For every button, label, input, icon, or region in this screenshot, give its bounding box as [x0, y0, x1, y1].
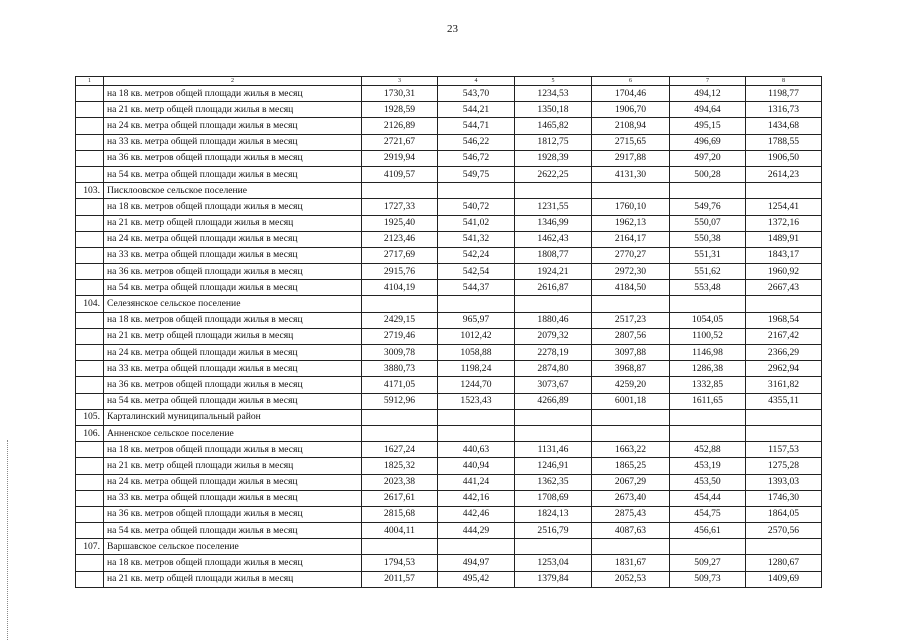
value-cell: 2919,94: [362, 150, 438, 166]
value-cell: 2517,23: [592, 312, 670, 328]
row-description: на 18 кв. метров общей площади жилья в месяц: [104, 312, 362, 328]
row-index: [76, 280, 104, 296]
value-cell: 496,69: [670, 134, 746, 150]
value-cell: 1611,65: [670, 393, 746, 409]
row-index: [76, 571, 104, 587]
value-cell: 1131,46: [515, 442, 592, 458]
table-row: [76, 264, 822, 280]
value-cell: 2366,29: [746, 345, 822, 361]
value-cell: 1960,92: [746, 264, 822, 280]
value-cell: 456,61: [670, 523, 746, 539]
value-cell: 497,20: [670, 150, 746, 166]
table-row: [76, 134, 822, 150]
value-cell: 4171,05: [362, 377, 438, 393]
value-cell: 550,07: [670, 215, 746, 231]
value-cell: 4184,50: [592, 280, 670, 296]
value-cell: 1280,67: [746, 555, 822, 571]
value-cell: [746, 183, 822, 199]
value-cell: 454,75: [670, 506, 746, 522]
table-row: [76, 345, 822, 361]
row-index: [76, 442, 104, 458]
value-cell: 1928,39: [515, 150, 592, 166]
column-number: 2: [104, 77, 362, 86]
value-cell: 2052,53: [592, 571, 670, 587]
value-cell: 1157,53: [746, 442, 822, 458]
row-index: [76, 523, 104, 539]
table-row: [76, 102, 822, 118]
value-cell: [592, 425, 670, 441]
table-row: [76, 442, 822, 458]
value-cell: 965,97: [438, 312, 515, 328]
value-cell: 2164,17: [592, 231, 670, 247]
section-title: Карталинский муниципальный район: [104, 409, 362, 425]
page-number: 23: [447, 23, 458, 35]
value-cell: [362, 425, 438, 441]
value-cell: 452,88: [670, 442, 746, 458]
value-cell: [746, 409, 822, 425]
table-row: [76, 377, 822, 393]
row-index: [76, 312, 104, 328]
table-row: [76, 280, 822, 296]
value-cell: [746, 296, 822, 312]
value-cell: 453,50: [670, 474, 746, 490]
row-index: [76, 506, 104, 522]
value-cell: 4259,20: [592, 377, 670, 393]
value-cell: 1730,31: [362, 86, 438, 102]
row-description: на 54 кв. метра общей площади жилья в месяц: [104, 523, 362, 539]
row-index: [76, 555, 104, 571]
value-cell: 2278,19: [515, 345, 592, 361]
row-description: на 36 кв. метров общей площади жилья в месяц: [104, 377, 362, 393]
row-description: на 18 кв. метров общей площади жилья в месяц: [104, 199, 362, 215]
column-number: 4: [438, 77, 515, 86]
value-cell: 1824,13: [515, 506, 592, 522]
value-cell: 4266,89: [515, 393, 592, 409]
value-cell: 2616,87: [515, 280, 592, 296]
section-row: [76, 425, 822, 441]
value-cell: 540,72: [438, 199, 515, 215]
value-cell: 495,15: [670, 118, 746, 134]
row-description: на 33 кв. метра общей площади жилья в месяц: [104, 134, 362, 150]
value-cell: [362, 296, 438, 312]
row-description: на 36 кв. метров общей площади жилья в месяц: [104, 150, 362, 166]
value-cell: 442,46: [438, 506, 515, 522]
table-row: [76, 523, 822, 539]
value-cell: 1865,25: [592, 458, 670, 474]
value-cell: [746, 539, 822, 555]
value-cell: 2673,40: [592, 490, 670, 506]
value-cell: 1843,17: [746, 247, 822, 263]
row-index: [76, 247, 104, 263]
row-index: [76, 474, 104, 490]
value-cell: 453,19: [670, 458, 746, 474]
section-title: Варшавское сельское поселение: [104, 539, 362, 555]
value-cell: 2667,43: [746, 280, 822, 296]
row-description: на 18 кв. метров общей площади жилья в месяц: [104, 442, 362, 458]
value-cell: 1928,59: [362, 102, 438, 118]
section-row: [76, 409, 822, 425]
value-cell: 1146,98: [670, 345, 746, 361]
row-index: [76, 490, 104, 506]
section-title: Анненское сельское поселение: [104, 425, 362, 441]
value-cell: 1924,21: [515, 264, 592, 280]
row-index: [76, 458, 104, 474]
value-cell: 2429,15: [362, 312, 438, 328]
table-row: [76, 312, 822, 328]
value-cell: 1812,75: [515, 134, 592, 150]
margin-rule: [7, 440, 8, 640]
value-cell: 542,24: [438, 247, 515, 263]
table-row: [76, 458, 822, 474]
value-cell: 500,28: [670, 166, 746, 182]
value-cell: [438, 183, 515, 199]
value-cell: 2614,23: [746, 166, 822, 182]
value-cell: [746, 425, 822, 441]
value-cell: 4104,19: [362, 280, 438, 296]
value-cell: 2770,27: [592, 247, 670, 263]
row-index: [76, 361, 104, 377]
value-cell: 1760,10: [592, 199, 670, 215]
table-row: [76, 474, 822, 490]
row-index: [76, 199, 104, 215]
value-cell: 550,38: [670, 231, 746, 247]
value-cell: 541,32: [438, 231, 515, 247]
value-cell: [438, 539, 515, 555]
value-cell: 1198,77: [746, 86, 822, 102]
table-body: [76, 77, 822, 588]
value-cell: 2622,25: [515, 166, 592, 182]
value-cell: 1379,84: [515, 571, 592, 587]
table-row: [76, 490, 822, 506]
value-cell: 1012,42: [438, 328, 515, 344]
row-description: на 54 кв. метра общей площади жилья в месяц: [104, 280, 362, 296]
value-cell: 549,75: [438, 166, 515, 182]
row-index: [76, 345, 104, 361]
column-number: 6: [592, 77, 670, 86]
value-cell: 2915,76: [362, 264, 438, 280]
value-cell: 2126,89: [362, 118, 438, 134]
section-title: Писклоовское сельское поселение: [104, 183, 362, 199]
value-cell: [592, 409, 670, 425]
row-description: на 33 кв. метра общей площади жилья в месяц: [104, 247, 362, 263]
value-cell: 1825,32: [362, 458, 438, 474]
row-description: на 54 кв. метра общей площади жилья в месяц: [104, 166, 362, 182]
value-cell: 2715,65: [592, 134, 670, 150]
table-row: [76, 247, 822, 263]
value-cell: [438, 296, 515, 312]
value-cell: 1864,05: [746, 506, 822, 522]
value-cell: 1523,43: [438, 393, 515, 409]
value-cell: 1708,69: [515, 490, 592, 506]
table-row: [76, 555, 822, 571]
value-cell: [515, 425, 592, 441]
value-cell: 1332,85: [670, 377, 746, 393]
value-cell: 1234,53: [515, 86, 592, 102]
table-row: [76, 328, 822, 344]
value-cell: 551,31: [670, 247, 746, 263]
value-cell: 1663,22: [592, 442, 670, 458]
table-row: [76, 231, 822, 247]
row-index: 104.: [76, 296, 104, 312]
value-cell: [438, 425, 515, 441]
row-description: на 21 кв. метр общей площади жилья в месяц: [104, 328, 362, 344]
value-cell: 440,63: [438, 442, 515, 458]
value-cell: 2023,38: [362, 474, 438, 490]
value-cell: 1054,05: [670, 312, 746, 328]
value-cell: 546,72: [438, 150, 515, 166]
row-index: [76, 215, 104, 231]
row-description: на 33 кв. метра общей площади жилья в месяц: [104, 490, 362, 506]
value-cell: 509,27: [670, 555, 746, 571]
value-cell: 3073,67: [515, 377, 592, 393]
value-cell: 4109,57: [362, 166, 438, 182]
value-cell: 2717,69: [362, 247, 438, 263]
table-row: [76, 506, 822, 522]
value-cell: 543,70: [438, 86, 515, 102]
value-cell: 441,24: [438, 474, 515, 490]
value-cell: 1409,69: [746, 571, 822, 587]
value-cell: 494,64: [670, 102, 746, 118]
value-cell: [670, 425, 746, 441]
value-cell: [670, 183, 746, 199]
value-cell: 2516,79: [515, 523, 592, 539]
row-description: на 24 кв. метра общей площади жилья в месяц: [104, 231, 362, 247]
value-cell: 1746,30: [746, 490, 822, 506]
value-cell: [515, 409, 592, 425]
value-cell: 2874,80: [515, 361, 592, 377]
value-cell: 2167,42: [746, 328, 822, 344]
row-index: 106.: [76, 425, 104, 441]
value-cell: 1254,41: [746, 199, 822, 215]
row-description: на 36 кв. метров общей площади жилья в месяц: [104, 506, 362, 522]
value-cell: 2972,30: [592, 264, 670, 280]
value-cell: 2815,68: [362, 506, 438, 522]
section-row: [76, 539, 822, 555]
value-cell: 1393,03: [746, 474, 822, 490]
value-cell: 6001,18: [592, 393, 670, 409]
value-cell: 2067,29: [592, 474, 670, 490]
value-cell: [670, 409, 746, 425]
value-cell: 2617,61: [362, 490, 438, 506]
row-index: 105.: [76, 409, 104, 425]
value-cell: [592, 539, 670, 555]
value-cell: 1704,46: [592, 86, 670, 102]
value-cell: 3097,88: [592, 345, 670, 361]
value-cell: [515, 539, 592, 555]
value-cell: [592, 296, 670, 312]
value-cell: 1808,77: [515, 247, 592, 263]
value-cell: 1925,40: [362, 215, 438, 231]
value-cell: 1100,52: [670, 328, 746, 344]
value-cell: 544,71: [438, 118, 515, 134]
value-cell: 3880,73: [362, 361, 438, 377]
value-cell: 1316,73: [746, 102, 822, 118]
value-cell: 4004,11: [362, 523, 438, 539]
column-number-row: [76, 77, 822, 86]
value-cell: 2917,88: [592, 150, 670, 166]
column-number: 1: [76, 77, 104, 86]
row-description: на 18 кв. метров общей площади жилья в месяц: [104, 555, 362, 571]
value-cell: 549,76: [670, 199, 746, 215]
table-row: [76, 150, 822, 166]
tariff-table: [75, 76, 822, 588]
row-index: 107.: [76, 539, 104, 555]
row-description: на 18 кв. метров общей площади жилья в месяц: [104, 86, 362, 102]
value-cell: 1253,04: [515, 555, 592, 571]
section-row: [76, 296, 822, 312]
value-cell: 1198,24: [438, 361, 515, 377]
value-cell: 495,42: [438, 571, 515, 587]
table-row: [76, 215, 822, 231]
column-number: 8: [746, 77, 822, 86]
value-cell: 2721,67: [362, 134, 438, 150]
value-cell: 1880,46: [515, 312, 592, 328]
value-cell: 1462,43: [515, 231, 592, 247]
value-cell: 2962,94: [746, 361, 822, 377]
row-index: [76, 393, 104, 409]
value-cell: 1362,35: [515, 474, 592, 490]
value-cell: 1346,99: [515, 215, 592, 231]
value-cell: 1372,16: [746, 215, 822, 231]
row-description: на 21 кв. метр общей площади жилья в месяц: [104, 458, 362, 474]
row-description: на 36 кв. метров общей площади жилья в месяц: [104, 264, 362, 280]
row-description: на 21 кв. метр общей площади жилья в месяц: [104, 102, 362, 118]
table-row: [76, 361, 822, 377]
column-number: 5: [515, 77, 592, 86]
table-row: [76, 86, 822, 102]
value-cell: 1962,13: [592, 215, 670, 231]
value-cell: [515, 296, 592, 312]
value-cell: 1968,54: [746, 312, 822, 328]
value-cell: 553,48: [670, 280, 746, 296]
row-index: [76, 150, 104, 166]
value-cell: 3161,82: [746, 377, 822, 393]
value-cell: 1350,18: [515, 102, 592, 118]
table-row: [76, 118, 822, 134]
value-cell: 2079,32: [515, 328, 592, 344]
value-cell: [670, 539, 746, 555]
table-row: [76, 393, 822, 409]
value-cell: 494,12: [670, 86, 746, 102]
value-cell: 1831,67: [592, 555, 670, 571]
row-index: [76, 264, 104, 280]
row-index: [76, 231, 104, 247]
row-description: на 21 кв. метр общей площади жилья в месяц: [104, 571, 362, 587]
table-row: [76, 571, 822, 587]
value-cell: 2807,56: [592, 328, 670, 344]
value-cell: 551,62: [670, 264, 746, 280]
value-cell: 1906,50: [746, 150, 822, 166]
value-cell: 1788,55: [746, 134, 822, 150]
value-cell: 1275,28: [746, 458, 822, 474]
value-cell: 542,54: [438, 264, 515, 280]
value-cell: 1058,88: [438, 345, 515, 361]
row-index: [76, 86, 104, 102]
value-cell: 544,21: [438, 102, 515, 118]
value-cell: [592, 183, 670, 199]
value-cell: 5912,96: [362, 393, 438, 409]
table-row: [76, 166, 822, 182]
column-number: 7: [670, 77, 746, 86]
value-cell: 3009,78: [362, 345, 438, 361]
value-cell: 442,16: [438, 490, 515, 506]
row-index: [76, 118, 104, 134]
value-cell: 546,22: [438, 134, 515, 150]
table-row: [76, 199, 822, 215]
value-cell: 444,29: [438, 523, 515, 539]
value-cell: [438, 409, 515, 425]
value-cell: 2719,46: [362, 328, 438, 344]
value-cell: 2875,43: [592, 506, 670, 522]
row-description: на 24 кв. метра общей площади жилья в месяц: [104, 118, 362, 134]
value-cell: 541,02: [438, 215, 515, 231]
value-cell: 1434,68: [746, 118, 822, 134]
value-cell: [670, 296, 746, 312]
row-description: на 24 кв. метра общей площади жилья в месяц: [104, 345, 362, 361]
row-index: [76, 328, 104, 344]
value-cell: 2011,57: [362, 571, 438, 587]
value-cell: 2123,46: [362, 231, 438, 247]
row-description: на 54 кв. метра общей площади жилья в месяц: [104, 393, 362, 409]
value-cell: 2570,56: [746, 523, 822, 539]
value-cell: 1727,33: [362, 199, 438, 215]
value-cell: 2108,94: [592, 118, 670, 134]
row-index: [76, 102, 104, 118]
value-cell: 1231,55: [515, 199, 592, 215]
section-row: [76, 183, 822, 199]
value-cell: 4131,30: [592, 166, 670, 182]
row-description: на 24 кв. метра общей площади жилья в месяц: [104, 474, 362, 490]
section-title: Селезянское сельское поселение: [104, 296, 362, 312]
value-cell: 1244,70: [438, 377, 515, 393]
value-cell: 494,97: [438, 555, 515, 571]
value-cell: 3968,87: [592, 361, 670, 377]
row-index: [76, 377, 104, 393]
value-cell: 1794,53: [362, 555, 438, 571]
value-cell: 1246,91: [515, 458, 592, 474]
value-cell: 4087,63: [592, 523, 670, 539]
value-cell: 440,94: [438, 458, 515, 474]
row-index: [76, 134, 104, 150]
value-cell: 544,37: [438, 280, 515, 296]
row-index: 103.: [76, 183, 104, 199]
value-cell: [362, 409, 438, 425]
value-cell: 1627,24: [362, 442, 438, 458]
value-cell: [362, 183, 438, 199]
value-cell: [362, 539, 438, 555]
value-cell: 1906,70: [592, 102, 670, 118]
value-cell: 509,73: [670, 571, 746, 587]
value-cell: 1465,82: [515, 118, 592, 134]
column-number: 3: [362, 77, 438, 86]
value-cell: 4355,11: [746, 393, 822, 409]
value-cell: 454,44: [670, 490, 746, 506]
row-description: на 33 кв. метра общей площади жилья в месяц: [104, 361, 362, 377]
value-cell: 1489,91: [746, 231, 822, 247]
value-cell: [515, 183, 592, 199]
value-cell: 1286,38: [670, 361, 746, 377]
row-description: на 21 кв. метр общей площади жилья в месяц: [104, 215, 362, 231]
row-index: [76, 166, 104, 182]
